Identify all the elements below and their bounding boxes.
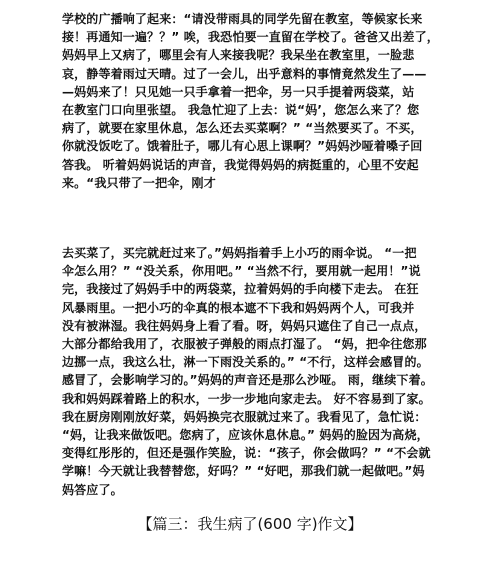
story-paragraph-1 [62,10,442,192]
text-line: 病了，就要在家里休息，怎么还去买菜啊？” “当然要买了。不买， [62,121,423,136]
text-line: 去买菜了，买完就赶过来了。”妈妈指着手上小巧的雨伞说。 “一把 [62,246,417,260]
text-line: 学嘛！今天就让我替替您，好吗？” “好吧，那我们就一起做吧。”妈 [62,464,425,479]
text-line: 答我。 听着妈妈说话的声音，我觉得妈妈的病挺重的，心里不安起 [62,157,419,172]
text-line: 感冒了，会影响学习的。”妈妈的声音还是那么沙哑。 雨，继续下着。 [62,373,433,388]
text-line: 哀，静等着雨过天晴。过了一会儿，出乎意料的事情竟然发生了—— [62,66,427,81]
text-line: “妈，让我来做饭吧。您病了，应该休息休息。” 妈妈的脸因为高烧， [62,428,429,443]
text-line: 伞怎么用？” “没关系，你用吧。” “当然不行，要用就一起用！”说 [62,264,421,279]
text-line: 妈答应了。 [62,482,123,497]
section-heading: 【篇三：我生病了(600 字)作文】 [137,515,363,533]
text-line: 妈妈早上又病了，哪里会有人来接我呢？我呆坐在教室里，一脸悲 [62,48,415,63]
text-line: 没有被淋湿。我往妈妈身上看了看。呀，妈妈只遮住了自己一点点， [62,318,427,333]
text-line: 变得红彤彤的，但还是强作笑脸，说：“孩子，你会做吗？” “不会就 [62,446,431,461]
text-line: 边挪一点，我这么壮，淋一下雨没关系的。” “不行，这样会感冒的。 [62,355,429,370]
text-line: 风暴雨里。一把小巧的伞真的根本遮不下我和妈妈两个人，可我并 [62,300,415,315]
text-line: 我和妈妈踩着路上的积水，一步一步地向家走去。 好不容易到了家。 [62,391,431,406]
text-line: 完，我接过了妈妈手中的两袋菜，拉着妈妈的手向楼下走去。 在狂 [62,282,419,297]
text-line: 我在厨房刚刚放好菜，妈妈换完衣服就过来了。我看见了，急忙说： [62,409,427,424]
text-line: 你就没饭吃了。饿着肚子，哪儿有心思上课啊？”妈妈沙哑着嗓子回 [62,139,423,154]
text-line: 来。“我只带了一把伞，刚才 [62,175,216,190]
text-line: 接！再通知一遍？？” 唉，我恐怕要一直留在学校了。爸爸又出差了， [62,30,439,45]
text-line: 在教室门口向里张望。 我急忙迎了上去：说“妈’，您怎么来了？您 [62,103,420,118]
text-line: 学校的广播响了起来：“请没带雨具的同学先留在教室，等候家长来 [62,12,423,26]
story-paragraph-2 [62,244,442,499]
text-line: —妈妈来了！只见她一只手拿着一把伞，另一只手提着两袋菜，站 [62,84,415,99]
text-line: 大部分都给我用了，衣服被子弹般的雨点打湿了。 “妈，把伞往您那 [62,337,427,352]
